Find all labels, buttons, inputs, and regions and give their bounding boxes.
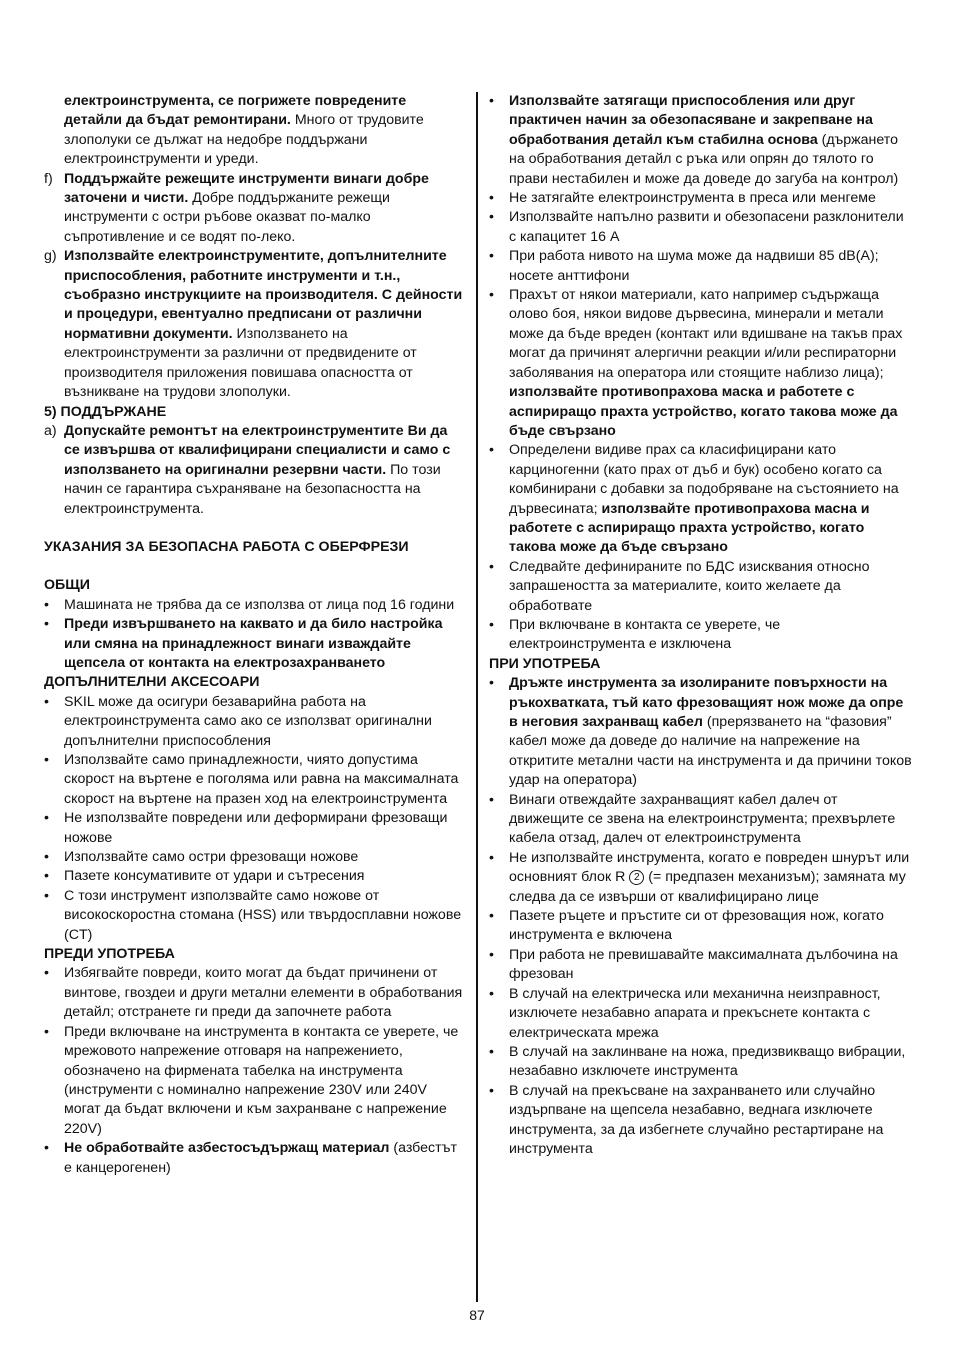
heading-during-use: ПРИ УПОТРЕБА [489, 655, 601, 672]
list-item: • В случай на прекъсване на захранването или случайно издърпване на щепсела незабавно, веднага изключете инструмента, за да избегнете случайно рестартиране на инструмента [489, 1082, 884, 1157]
bullet-icon: • [44, 596, 49, 613]
list-item: • Определени видиве прах са класифицирани като карциногенни (като прах от дъб и бук) особено когато са комбинирани с добавки за подобряване на състоянието на дървесината; използвайте противопрахова масна и работете с аспириращо прахта устройство, когато такова може да бъде свързано [489, 442, 899, 556]
bullet-icon: • [489, 287, 494, 304]
bullet-icon: • [489, 442, 494, 459]
bullet-icon: • [489, 675, 494, 692]
list-item: • SKIL може да осигури безаварийна работа на електроинструмента само ако се използват оригинални допълнителни приспособления [44, 693, 432, 749]
heading-general: ОБЩИ [44, 577, 90, 594]
list-item: • Не използвайте повредени или деформирани фрезоващи ножове [44, 810, 448, 846]
list-item: • Не затягайте електроинструмента в преса или менгеме [489, 189, 913, 208]
list-item: • Избягвайте повреди, които могат да бъдат причинени от винтове, гвоздеи и други метални елементи в обработвания детайл; отстранете ги преди да започнете работа [44, 965, 463, 1021]
list-item: • Дръжте инструмента за изолираните повърхности на ръкохватката, тъй като фрезоващият нож може да опре в неговия захранващ кабел (прерязването на “фазовия” кабел може да доведе до наличие на напрежение на откритите метални части на инструмента и да причини токов удар на оператора) [489, 675, 912, 789]
list-item: • При работа не превишавайте максималната дълбочина на фрезован [489, 946, 898, 983]
list-item: • Използвайте затягащи приспособления или друг практичен начин за обезопасяване и закрепване на обработвания детайл към стабилна основа (държането на обработвания детайл с ръка или опрян до тялото го прави нестабилен и може да доведе до загуба на контрол) [489, 93, 899, 187]
bullet-icon: • [489, 849, 494, 866]
continued-paragraph: електроинструмента, се погрижете повредените детайли да бъдат ремонтирани. Много от трудовите злополуки се дължат на недобре поддържани електроинструменти и уреди. [64, 93, 424, 168]
bullet-icon: • [489, 93, 494, 109]
page-number: 87 [469, 1307, 485, 1323]
circled-number-icon: 2 [629, 870, 644, 885]
list-item: • Използвайте само принадлежности, чиято допустима скорост на въртене е поголяма или равна на максималната скорост на въртене на празен ход на електроинструмента [44, 752, 459, 807]
left-column [44, 92, 464, 1178]
list-item: • Пазете ръцете и пръстите си от фрезоващия нож, когато инструмента е включена [489, 908, 884, 944]
list-item: • Не обработвайте азбестосъдържащ материал (азбестът е канцерогенен) [44, 1140, 457, 1176]
bullet-icon: • [44, 887, 49, 904]
bullet-icon: • [489, 946, 494, 963]
rule-marker: f) [44, 170, 53, 187]
bullet-icon: • [44, 616, 49, 633]
right-column [489, 92, 913, 1159]
bullet-icon: • [44, 810, 49, 827]
bullet-icon: • [489, 558, 494, 575]
bullet-icon: • [44, 1023, 49, 1040]
list-item: • В случай на електрическа или механична неизправност, изключете незабавно апарата и прекъснете контакта с електрическата мрежа [489, 985, 881, 1041]
list-item: • В случай на заклинване на ножа, предизвикващо вибрации, незабавно изключете инструмента [489, 1043, 906, 1080]
bullet-icon: • [489, 985, 494, 1002]
list-item: • Следвайте дефинираните по БДС изисквания относно запрашеността за материалите, които желаете да обработвате [489, 558, 870, 614]
bullet-icon: • [489, 1082, 494, 1099]
list-item: • При включване в контакта се уверете, че електроинструмента е изключена [489, 616, 781, 653]
bullet-icon: • [489, 209, 494, 226]
bullet-icon: • [44, 965, 49, 982]
list-item: • При работа нивото на шума може да надвиши 85 dB(A); носете анттифони [489, 248, 879, 284]
bullet-icon: • [489, 1043, 494, 1060]
rule-g: g) Използвайте електроинструментите, допълнителните приспособления, работните инструменти и т.н., съобразно инструкциите на производителя. С дейности и процедури, евентуално предписани от различни нормативни документи. Използването на електроинструменти за различни от предвидените от производителя приложения повишава опасността от възникване на трудови злополуки. [44, 248, 463, 401]
list-item: • С този инструмент използвайте само ножове от високоскоростна стомана (HSS) или твърдосплавни ножове (CT) [44, 887, 462, 943]
bullet-icon: • [44, 752, 49, 768]
bullet-icon: • [44, 849, 49, 866]
rule-a: a) Допускайте ремонтът на електроинструментите Ви да се извършва от квалифицирани специалисти и само с използването на оригинални резервни части. По този начин се гарантира съхраняване на безопасността на електроинструмента. [44, 422, 451, 517]
bullet-icon: • [489, 248, 494, 265]
rule-marker: a) [44, 422, 57, 439]
list-item: • Винаги отвеждайте захранващият кабел далеч от движещите се звена на електроинструмента; прехвърлете кабела отзад, далеч от електроинструмента [489, 791, 896, 847]
list-item: • Преди включване на инструмента в контакта се уверете, че мрежовото напрежение отговаря на напрежението, обозначено на фирмената табелка на инструмента (инструменти с номинално напрежение 230V или 240V могат да бъдат включени и към захранване с напрежение 220V) [44, 1023, 459, 1137]
bullet-icon: • [44, 868, 49, 885]
heading-accessories: ДОПЪЛНИТЕЛНИ АКСЕСОАРИ [44, 674, 260, 691]
list-item: • Преди извършването на каквато и да било настройка или смяна на принадлежност винаги изваждайте щепсела от контакта на електрозахранването [44, 616, 443, 671]
main-heading: УКАЗАНИЯ ЗА БЕЗОПАСНА РАБОТА С ОБЕРФРЕЗИ [44, 538, 409, 555]
rule-marker: g) [44, 248, 57, 265]
bullet-icon: • [489, 616, 494, 633]
bullet-icon: • [489, 791, 494, 808]
bullet-icon: • [489, 908, 494, 925]
heading-before-use: ПРЕДИ УПОТРЕБА [44, 946, 175, 963]
bullet-icon: • [44, 1140, 49, 1157]
column-divider [476, 92, 478, 1302]
list-item: • Използвайте само остри фрезоващи ножове [44, 848, 464, 867]
bullet-icon: • [44, 693, 49, 710]
list-item: • Машината не трябва да се използва от лица под 16 години [44, 596, 464, 615]
section-heading-maintenance: 5) ПОДДЪРЖАНЕ [44, 403, 167, 420]
list-item: • Пазете консумативите от удари и сътресения [44, 867, 464, 886]
list-item: • Използвайте напълно развити и обезопасени разклонители с капацитет 16 A [489, 209, 904, 245]
list-item: • Прахът от някои материали, като например съдържаща олово боя, някои видове дървесина, минерали и метали може да бъде вреден (контакт или вдишване на такъв прах могат да причинят алергични реакции и/или респираторни заболявания на оператора или стоящите наблизо лица); използвайте противопрахова маска и работете с аспириращо прахта устройство, когато такова може да бъде свързано [489, 287, 903, 439]
list-item: • Не използвайте инструмента, когато е повреден шнурът или основният блок R 2 (= предпазен механизъм); замяната му следва да се извърши от квалифицирано лице [489, 849, 910, 905]
bullet-icon: • [489, 190, 494, 207]
rule-f: f) Поддържайте режещите инструменти винаги добре заточени и чисти. Добре поддържаните режещи инструменти с остри ръбове оказват по-малко съпротивление и се водят по-леко. [44, 170, 429, 245]
